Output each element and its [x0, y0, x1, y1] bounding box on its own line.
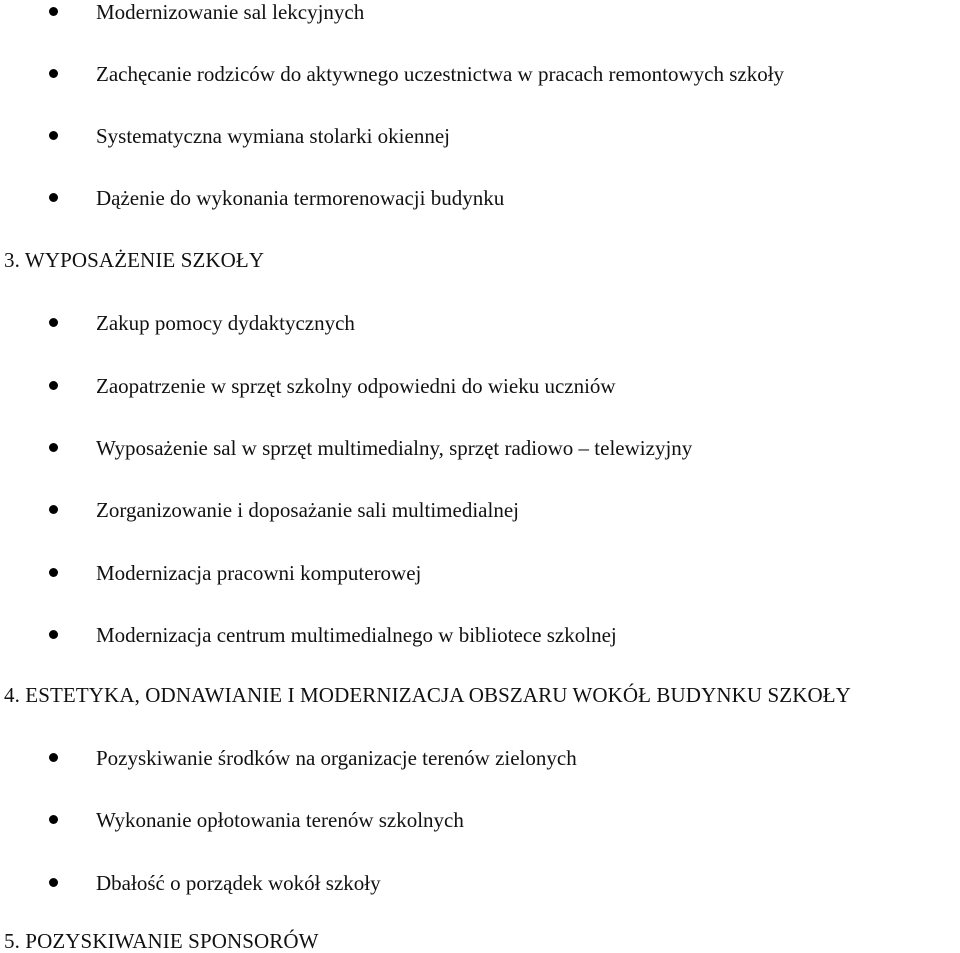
bullet-icon — [49, 815, 58, 824]
bullet-icon — [49, 69, 58, 78]
list-item-text: Pozyskiwanie środków na organizacje terenów zielonych — [96, 746, 577, 770]
list-item-text: Zaopatrzenie w sprzęt szkolny odpowiedni do wieku uczniów — [96, 374, 616, 398]
bullet-icon — [49, 7, 58, 16]
list-item-text: Zachęcanie rodziców do aktywnego uczestnictwa w pracach remontowych szkoły — [96, 62, 785, 86]
bullet-icon — [49, 568, 58, 577]
bullet-icon — [49, 443, 58, 452]
list-item-text: Systematyczna wymiana stolarki okiennej — [96, 124, 450, 148]
bullet-icon — [49, 193, 58, 202]
section-heading-text: 5. POZYSKIWANIE SPONSORÓW — [4, 929, 319, 953]
list-item-text: Modernizowanie sal lekcyjnych — [96, 0, 365, 24]
list-item-text: Modernizacja centrum multimedialnego w bibliotece szkolnej — [96, 623, 617, 647]
list-item-text: Modernizacja pracowni komputerowej — [96, 561, 422, 585]
bullet-icon — [49, 381, 58, 390]
bullet-icon — [49, 753, 58, 762]
list-item-text: Zakup pomocy dydaktycznych — [96, 311, 355, 335]
bullet-icon — [49, 131, 58, 140]
section-heading-text: 3. WYPOSAŻENIE SZKOŁY — [4, 248, 265, 272]
list-item-text: Wyposażenie sal w sprzęt multimedialny, sprzęt radiowo – telewizyjny — [96, 436, 693, 460]
bullet-icon — [49, 505, 58, 514]
bullet-icon — [49, 318, 58, 327]
bullet-icon — [49, 630, 58, 639]
bullet-icon — [49, 878, 58, 887]
list-item-text: Dbałość o porządek wokół szkoły — [96, 871, 381, 895]
section-heading-text: 4. ESTETYKA, ODNAWIANIE I MODERNIZACJA OBSZARU WOKÓŁ BUDYNKU SZKOŁY — [4, 683, 851, 707]
list-item-text: Dążenie do wykonania termorenowacji budynku — [96, 186, 505, 210]
list-item-text: Wykonanie opłotowania terenów szkolnych — [96, 808, 464, 832]
list-item-text: Zorganizowanie i doposażanie sali multimedialnej — [96, 498, 519, 522]
